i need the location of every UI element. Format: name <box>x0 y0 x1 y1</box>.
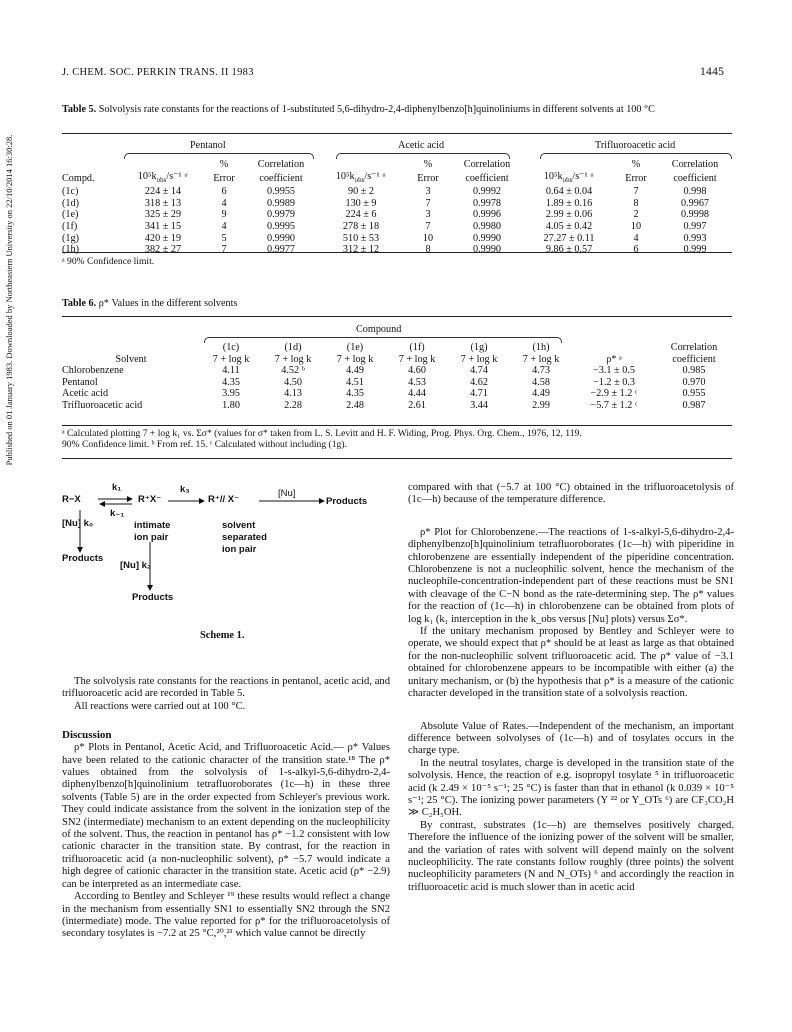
compound-header: (1h) <box>532 342 550 353</box>
scheme-solvent: solvent <box>222 520 256 531</box>
table-cell: 510 ± 53 <box>342 232 380 244</box>
table-cell: Chlorobenzene <box>62 365 124 377</box>
col-header: coefficient <box>672 353 716 365</box>
table-cell: 1.80 <box>222 399 240 411</box>
compound-header: (1e) <box>346 342 364 353</box>
table-cell: 0.9992 <box>472 186 501 198</box>
table-cell: −2.9 ± 1.2 ᶜ <box>590 388 638 400</box>
right-column <box>408 482 734 894</box>
table6-footer-rule <box>62 458 732 459</box>
table-cell: 4.44 <box>408 388 426 400</box>
rho-header: ρ* ᵃ <box>606 353 622 365</box>
table-cell: 0.9978 <box>472 197 501 209</box>
download-watermark-text: Published on 01 January 1983. Downloaded by Northeastern University on 22/10/2014 16:30:28. <box>4 134 14 466</box>
table-cell: 3 <box>425 209 431 221</box>
table-cell: 0.9979 <box>266 209 295 221</box>
table-cell: 224 ± 14 <box>144 186 182 198</box>
scheme-products-bottom: Products <box>132 592 174 603</box>
scheme-ion-pair-label-2: ion pair <box>222 544 257 555</box>
table5-header-row <box>62 159 732 171</box>
col-header: Error <box>625 172 647 184</box>
table5-caption <box>62 104 732 116</box>
table-cell: 4.53 <box>408 376 426 388</box>
table6-top-rule <box>62 316 732 317</box>
table-cell: 4.49 <box>532 388 550 400</box>
table-cell: −1.2 ± 0.3 <box>593 376 635 388</box>
scheme-km1: k₋₁ <box>110 508 125 519</box>
table6-header-row <box>62 342 732 354</box>
section-heading-discussion: Discussion <box>62 729 112 742</box>
compound-header: (1g) <box>470 342 488 353</box>
table-cell: 2.28 <box>284 399 302 411</box>
table-cell: 4.35 <box>346 388 364 400</box>
col-header: $10^5k_{obs}/s^{-1}$ ᵃ <box>137 170 189 184</box>
table-cell: 0.9990 <box>472 232 501 244</box>
table5-header-row <box>62 171 732 187</box>
table5-group-tfa: Trifluoroacetic acid <box>595 140 676 151</box>
table5-top-rule <box>62 133 732 134</box>
table-cell: 8 <box>425 244 431 256</box>
col-header: % <box>631 159 641 170</box>
table-cell: Pentanol <box>62 376 98 388</box>
table-cell: 224 ± 6 <box>345 209 377 221</box>
table-cell: 0.999 <box>683 244 707 256</box>
table5-bottom-rule <box>62 252 732 253</box>
table-row <box>62 388 732 400</box>
sub-header: 7 + log k <box>522 353 560 365</box>
table-row <box>62 186 732 198</box>
col-header: coefficient <box>673 172 717 184</box>
table-cell: 4.74 <box>470 365 488 377</box>
table6-caption <box>62 298 237 310</box>
table-cell: 0.64 ± 0.04 <box>545 186 593 198</box>
table-cell: 4.49 <box>346 365 364 377</box>
table-cell: 325 ± 29 <box>144 209 182 221</box>
table-cell: 7 <box>221 244 227 256</box>
table-cell: 4.13 <box>284 388 302 400</box>
table-cell: 6 <box>633 244 639 256</box>
table-cell: 0.970 <box>682 376 706 388</box>
table-cell: 4.05 ± 0.42 <box>545 221 593 232</box>
col-header: Compd. <box>62 172 95 184</box>
col-header: Correlation <box>671 159 719 170</box>
table6-footnote-1: ᵃ Calculated plotting 7 + log k₁ vs. Σσ* (values for σ* taken from L. S. Levitt and H. F. Widing, Prog. Phys. Org. Chem., 1976, 12, 119. <box>62 428 582 439</box>
table-cell: 2.99 ± 0.06 <box>545 209 593 221</box>
table6-bottom-rule <box>62 425 732 426</box>
table-cell: 0.987 <box>682 399 706 411</box>
scheme-separated: separated <box>222 532 267 543</box>
right-para-5: In the neutral tosylates, charge is developed in the transition state of the solvolysis. Hence, the reaction of e.g. isopropyl tosylate ⁵ in trifluoroacetic acid (k 2.49 × 10⁻⁵ s⁻¹; 25 °C) is faster than that in ethanol (k 0.039 × 10⁻⁵ s⁻¹; 25 °C). The ionizing power parameters (Y ²² or Y_OTs ⁶) are CF₃CO₂H ≫ C₂H₅OH. <box>408 757 734 819</box>
table6-caption-label: Table 6. <box>62 298 97 309</box>
scheme-k1: k₁ <box>112 482 122 493</box>
sub-header: 7 + log k <box>398 353 436 365</box>
table5-footnote: ᵃ 90% Confidence limit. <box>62 256 155 267</box>
table-cell: 27.27 ± 0.11 <box>543 232 595 244</box>
table-cell: 0.9998 <box>680 209 709 221</box>
table-cell: 4 <box>221 221 227 232</box>
table-cell: 0.9996 <box>472 209 501 221</box>
table-cell: 312 ± 12 <box>342 244 380 256</box>
table-row <box>62 400 732 412</box>
table5-group-acetic: Acetic acid <box>398 140 445 151</box>
table-cell: 1.89 ± 0.16 <box>545 197 593 209</box>
table-cell: 7 <box>425 197 431 209</box>
table-row <box>62 209 732 221</box>
table-cell: (1c) <box>62 186 79 198</box>
col-header: Error <box>417 172 439 184</box>
scheme-1 <box>62 480 392 620</box>
scheme-nu-k2: [Nu] k₂ <box>120 560 152 571</box>
table-cell: 5 <box>221 232 227 244</box>
col-header: Correlation <box>257 159 305 170</box>
table-cell: Trifluoroacetic acid <box>62 399 143 411</box>
col-header: Correlation <box>463 159 511 170</box>
table6 <box>62 342 732 412</box>
table-cell: 8 <box>633 197 639 209</box>
sub-header: 7 + log k <box>336 353 374 365</box>
col-header: $10^5k_{obs}/s^{-1}$ ᵃ <box>335 170 387 184</box>
table-row <box>62 221 732 233</box>
table-cell: 0.9995 <box>266 221 295 232</box>
left-column <box>62 676 390 941</box>
scheme-ion-pair-label: ion pair <box>134 532 169 543</box>
table-cell: 10 <box>422 232 434 244</box>
table-cell: 4.52 ᵇ <box>281 365 305 377</box>
table-cell: −3.1 ± 0.5 <box>593 365 635 377</box>
table-cell: (1d) <box>62 197 79 209</box>
compound-header: (1d) <box>284 342 302 353</box>
table5 <box>62 159 732 256</box>
table-cell: 382 ± 27 <box>144 244 182 256</box>
sub-header: 7 + log k <box>212 353 250 365</box>
table5-group-pentanol: Pentanol <box>190 140 226 151</box>
left-para-3: ρ* Plots in Pentanol, Acetic Acid, and Trifluoroacetic Acid.— ρ* Values have been related to the cationic character of the transition state.¹⁸ The ρ* values obtained from the solvolysis of 1-s-alkyl-5,6-dihydro-2,4-diphenylbenzo[h]quinolinium tetrafluoroborates (1c—h) in these three solvents (Table 5) are in the order expected from Schleyer's previous work. They could indicate assistance from the solvent in the ionization step of the SN2 (intermediate) mechanism to an extent depending on the nucleophilicity of the solvent. Thus, the reaction in pentanol has ρ* −1.2 consistent with low cationic character in the transition state. By contrast, for the reaction in trifluoroacetic acid (a non-nucleophilic solvent), ρ* −5.7 would indicate a high degree of cationic character in the transition state. Acetic acid (ρ* −2.9) can be interpreted as an intermediate case. <box>62 742 390 890</box>
table-cell: 4 <box>633 232 639 244</box>
table-row <box>62 377 732 389</box>
table5-caption-label: Table 5. <box>62 104 97 115</box>
table-cell: (1f) <box>62 221 78 232</box>
solvent-header: Solvent <box>115 353 147 365</box>
table-cell: 3 <box>425 186 431 198</box>
table-cell: 2.48 <box>346 399 364 411</box>
table-cell: 4.58 <box>532 376 550 388</box>
scheme-k3: k₃ <box>180 484 190 495</box>
table-cell: 278 ± 18 <box>342 221 380 232</box>
table-cell: −5.7 ± 1.2 ᶜ <box>590 399 638 411</box>
scheme-nu: [Nu] <box>278 488 296 499</box>
left-para-1: The solvolysis rate constants for the reactions in pentanol, acetic acid, and trifluoroacetic acid are recorded in Table 5. <box>62 676 390 700</box>
col-header: coefficient <box>465 172 509 184</box>
table-cell: 9.86 ± 0.57 <box>545 244 593 256</box>
table-cell: 4.62 <box>470 376 488 388</box>
table-cell: 3.95 <box>222 388 240 400</box>
table-cell: 0.9990 <box>266 232 295 244</box>
scheme-intimate: intimate <box>134 520 171 531</box>
col-header: % <box>219 159 229 170</box>
table-cell: 2.61 <box>408 399 426 411</box>
table-cell: (1h) <box>62 244 79 256</box>
table-cell: 7 <box>425 221 431 232</box>
table-row <box>62 365 732 377</box>
left-para-2: All reactions were carried out at 100 °C. <box>74 700 246 712</box>
table-cell: 6 <box>221 186 227 198</box>
table-cell: 9 <box>221 209 227 221</box>
table-cell: 0.9967 <box>680 197 709 209</box>
table-cell: 10 <box>630 221 642 232</box>
col-header: coefficient <box>259 172 303 184</box>
scheme-ion-pair: R⁺X⁻ <box>138 494 162 505</box>
table-cell: 0.9990 <box>472 244 501 256</box>
scheme-separated-pair: R⁺// X⁻ <box>208 494 240 505</box>
table-cell: Acetic acid <box>62 388 109 400</box>
scheme-rx: R−X <box>62 494 81 505</box>
table-cell: 0.955 <box>682 388 706 400</box>
table-cell: 341 ± 15 <box>144 221 182 232</box>
table6-header-row <box>62 354 732 366</box>
table-cell: 130 ± 9 <box>345 197 377 209</box>
table-cell: 4.73 <box>532 365 550 377</box>
table-cell: 0.9955 <box>266 186 295 198</box>
table-row <box>62 244 732 256</box>
compound-header: (1c) <box>222 342 240 353</box>
download-watermark <box>0 0 16 1032</box>
scheme-products-right: Products <box>326 496 368 507</box>
journal-header: J. CHEM. SOC. PERKIN TRANS. II 1983 <box>62 67 254 78</box>
scheme-nu-k0: [Nu] k₀ <box>62 518 94 529</box>
table6-footnotes <box>62 428 737 450</box>
right-para-1: compared with that (−5.7 at 100 °C) obtained in the trifluoroacetolysis of (1c—h) because of the temperature difference. <box>408 482 734 506</box>
table-cell: 0.9989 <box>266 197 295 209</box>
table-cell: 4.50 <box>284 376 302 388</box>
table-cell: 2.99 <box>532 399 550 411</box>
table-cell: (1e) <box>62 209 79 221</box>
table-cell: 3.44 <box>470 399 488 411</box>
table-cell: 4.71 <box>470 388 488 400</box>
table-cell: 0.998 <box>683 186 707 198</box>
table-cell: 0.9980 <box>472 221 501 232</box>
table-cell: 420 ± 19 <box>144 232 182 244</box>
table-cell: 0.9977 <box>266 244 295 256</box>
table6-group: Compound <box>356 324 402 335</box>
scheme-caption: Scheme 1. <box>200 630 245 641</box>
compound-header: (1f) <box>409 342 425 353</box>
col-header: $10^5k_{obs}/s^{-1}$ ᵃ <box>543 170 595 184</box>
table-cell: 4.11 <box>222 365 240 377</box>
table-cell: 0.997 <box>683 221 707 232</box>
left-para-4: According to Bentley and Schleyer ¹⁹ these results would reflect a change in the mechanism from essentially SN1 to essentially SN2 through the SN2 (intermediate) mode. The value reported for ρ* for the trifluoroacetolysis of secondary tosylates is −7.2 at 25 °C,²⁰,²¹ which value cannot be directly <box>62 891 390 940</box>
table6-caption-text: ρ* Values in the different solvents <box>98 298 238 309</box>
table-cell: 7 <box>633 186 639 198</box>
sub-header: 7 + log k <box>274 353 312 365</box>
col-header: % <box>423 159 433 170</box>
table-cell: 2 <box>633 209 639 221</box>
table-cell: 90 ± 2 <box>348 186 374 198</box>
table-cell: 318 ± 13 <box>144 197 182 209</box>
col-header: Error <box>213 172 235 184</box>
right-para-4: Absolute Value of Rates.—Independent of the mechanism, an important difference between solvolyses of (1c—h) and of tosylates occurs in the charge type. <box>408 720 734 757</box>
right-para-6: By contrast, substrates (1c—h) are themselves positively charged. Therefore the influence of the ionizing power of the solvent will be smaller, and the variation of rates with solvent will depend mainly on the solvent nucleophilicity. The rate constants follow roughly (three points) the solvent nucleophilicity parameters (N and N_OTs) ⁶ and accordingly the reaction in trifluoroacetic acid is much slower than in acetic acid <box>408 819 734 893</box>
table-cell: 4.51 <box>346 376 364 388</box>
table-cell: 4 <box>221 197 227 209</box>
table-cell: 0.993 <box>683 232 707 244</box>
right-para-3: If the unitary mechanism proposed by Bentley and Schleyer were to operate, we should expect that ρ* should be at least as large as that obtained for the non-nucleophilic solvent trifluoroacetic acid. The ρ* value of −3.1 obtained for chlorobenzene appears to be incompatible with either (a) the unitary mechanism, or (b) the hypothesis that ρ* is a measure of the cationic character developed in the transition state of a solvolysis reaction. <box>408 626 734 700</box>
table-cell: 4.35 <box>222 376 240 388</box>
table6-footnote-2: 90% Confidence limit. ᵇ From ref. 15. ᶜ Calculated without including (1g). <box>62 439 347 450</box>
table-row <box>62 233 732 245</box>
table-cell: (1g) <box>62 232 79 244</box>
col-header: Correlation <box>670 342 718 353</box>
table-row <box>62 198 732 210</box>
sub-header: 7 + log k <box>460 353 498 365</box>
scheme-products-left: Products <box>62 553 104 564</box>
table-cell: 0.985 <box>682 365 706 377</box>
table5-caption-text: Solvolysis rate constants for the reactions of 1-substituted 5,6-dihydro-2,4-diphenylbenzo[h]quinoliniums in different solvents at 100 °C <box>98 104 655 115</box>
page-number: 1445 <box>700 66 725 78</box>
right-para-2: ρ* Plot for Chlorobenzene.—The reactions of 1-s-alkyl-5,6-dihydro-2,4-diphenylbenzo[h]quinolinium tetrafluoroborates (1c—h) with piperidine in chlorobenzene are essentially independent of the piperidine concentration. Chlorobenzene is not a nucleophilic solvent, hence the mechanism of the nucleophile-concentration-independent part of these reactions must be SN1 with cleavage of the C−N bond as the rate-determining step. The ρ* values for the reaction of (1c—h) in chlorobenzene can be obtained from plots of log k₁ (k₁ interception in the k_obs versus [Nu] plots) versus Σσ*. <box>408 526 734 625</box>
table-cell: 4.60 <box>408 365 426 377</box>
